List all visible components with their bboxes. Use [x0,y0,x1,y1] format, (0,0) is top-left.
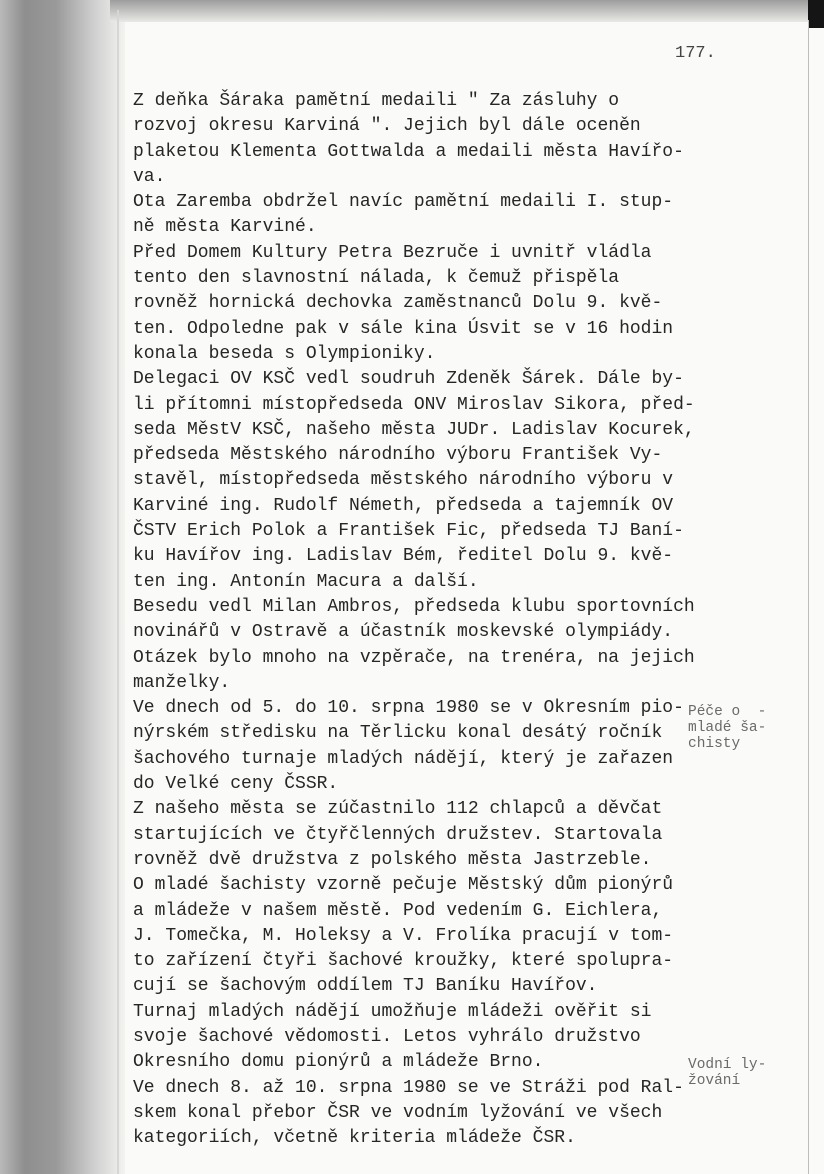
text-line: konala beseda s Olympioniky. [133,343,436,364]
scan-top-shadow [110,0,824,22]
text-line: předseda Městského národního výboru František Vy- [133,445,663,466]
text-line: cují se šachovým oddílem TJ Baníku Havířov. [133,976,598,997]
page-right-edge [808,20,809,1174]
text-line: do Velké ceny ČSSR. [133,774,339,795]
text-line: Z deňka Šáraka pamětní medaili " Za zásluhy o [133,91,620,111]
text-line: Okresního domu pionýrů a mládeže Brno. [133,1052,544,1073]
text-line: O mladé šachisty vzorně pečuje Městský dům pionýrů [133,875,674,896]
text-line: kategoriích, včetně kriteria mládeže ČSR. [133,1128,576,1149]
text-line: rozvoj okresu Karviná ". Jejich byl dále oceněn [133,116,641,137]
text-line: manželky. [133,672,231,693]
text-line: Ve dnech od 5. do 10. srpna 1980 se v Okresním pio- [133,698,684,719]
text-line: startujících ve čtyřčlenných družstev. Startovala [133,824,663,845]
text-line: li přítomni místopředseda ONV Miroslav Sikora, před- [133,394,695,415]
page-left-edge [117,10,119,1174]
text-line: plaketou Klementa Gottwalda a medaili města Havířo- [133,141,684,162]
text-line: va. [133,166,166,187]
text-line: novinářů v Ostravě a účastník moskevské olympiády. [133,622,674,643]
text-line: ně města Karviné. [133,217,317,238]
text-line: šachového turnaje mladých nádějí, který je zařazen [133,748,674,769]
scan-corner [808,0,824,28]
text-line: Z našeho města se zúčastnilo 112 chlapců a děvčat [133,799,663,820]
text-line: a mládeže v našem městě. Pod vedením G. Eichlera, [133,900,663,921]
text-line: ten ing. Antonín Macura a další. [133,571,479,592]
text-line: ku Havířov ing. Ladislav Bém, ředitel Dolu 9. kvě- [133,546,674,567]
text-line: rovněž dvě družstva z polského města Jastrzeble. [133,849,652,870]
text-line: ten. Odpoledne pak v sále kina Úsvit se v 16 hodin [133,318,674,339]
text-line: Delegaci OV KSČ vedl soudruh Zdeněk Šárek. Dále by- [133,369,684,390]
text-line: Otázek bylo mnoho na vzpěrače, na trenéra, na jejich [133,647,695,668]
text-line: Karviné ing. Rudolf Németh, předseda a tajemník OV [133,495,674,516]
page-number: 177. [675,44,716,63]
text-line: nýrském středisku na Těrlicku konal desátý ročník [133,723,663,744]
text-line: seda MěstV KSČ, našeho města JUDr. Ladislav Kocurek, [133,419,695,440]
text-line: stavěl, místopředseda městského národního výboru v [133,470,674,491]
text-line: J. Tomečka, M. Holeksy a V. Frolíka pracují v tom- [133,925,674,946]
text-line: Ve dnech 8. až 10. srpna 1980 se ve Stráži pod Ral- [133,1077,684,1098]
margin-note-chess: Péče o - mladé ša- chisty [688,704,767,752]
text-line: to zařízení čtyři šachové kroužky, které spolupra- [133,951,674,972]
scan-binding-shadow [0,0,125,1174]
text-line: tento den slavnostní nálada, k čemuž přispěla [133,268,620,289]
margin-note-waterski: Vodní ly- žování [688,1057,767,1089]
text-line: Ota Zaremba obdržel navíc pamětní medaili I. stup- [133,192,674,213]
text-line: rovněž hornická dechovka zaměstnanců Dolu 9. kvě- [133,293,663,314]
text-line: Před Domem Kultury Petra Bezruče i uvnitř vládla [133,242,652,263]
text-line: ČSTV Erich Polok a František Fic, předseda TJ Baní- [133,521,684,542]
text-line: Turnaj mladých nádějí umožňuje mládeži ověřit si [133,1001,652,1022]
typewritten-text [133,89,695,1151]
text-line: Besedu vedl Milan Ambros, předseda klubu sportovních [133,596,695,617]
text-line: svoje šachové vědomosti. Letos vyhrálo družstvo [133,1026,641,1047]
text-line: skem konal přebor ČSR ve vodním lyžování ve všech [133,1102,663,1123]
